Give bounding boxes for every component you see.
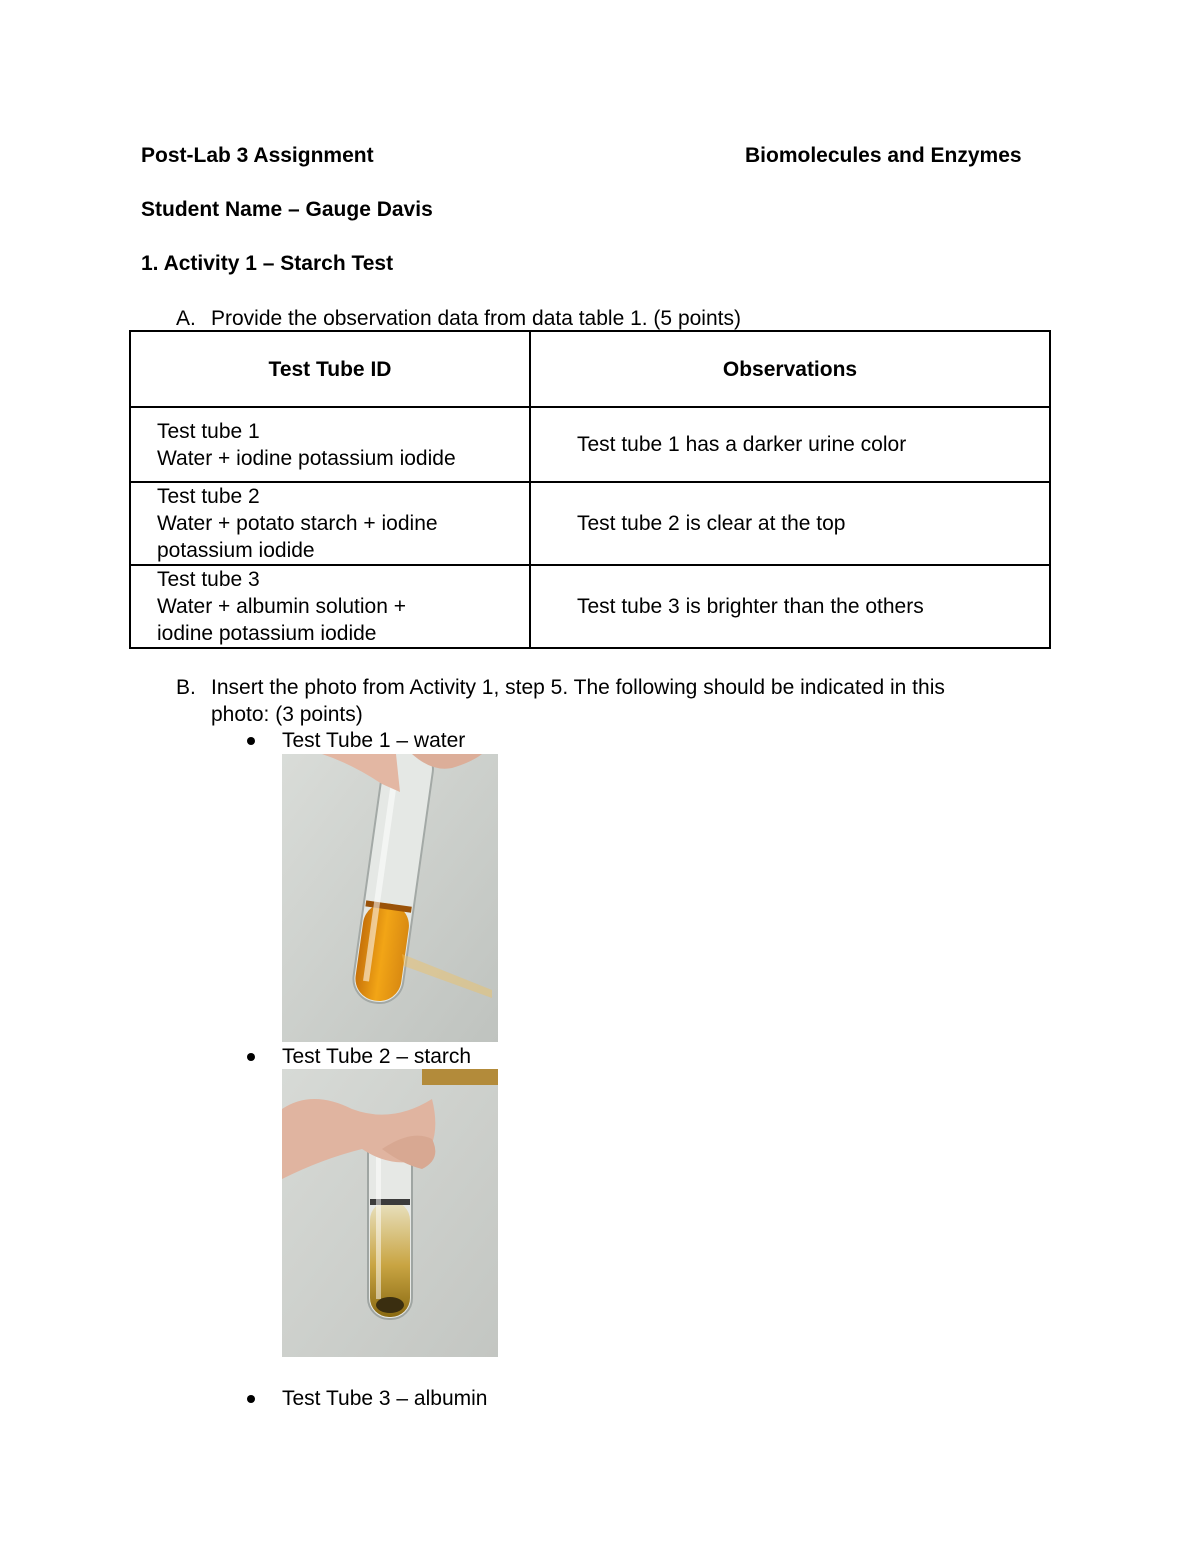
test-tube-1-illustration — [282, 754, 498, 1042]
table-header-row — [130, 331, 1050, 407]
observation-cell: Test tube 2 is clear at the top — [530, 482, 1050, 565]
observation-cell: Test tube 3 is brighter than the others — [530, 565, 1050, 648]
part-b-label: B. — [176, 676, 196, 699]
part-a-label: A. — [176, 307, 196, 330]
table-row — [130, 407, 1050, 482]
cell-line: iodine potassium iodide — [157, 622, 377, 645]
table-row — [130, 482, 1050, 565]
section-title: 1. Activity 1 – Starch Test — [141, 252, 394, 275]
bullet-icon — [247, 1395, 255, 1403]
cell-line: potassium iodide — [157, 539, 315, 562]
bullet-item-test-tube-2: Test Tube 2 – starch — [282, 1045, 472, 1068]
test-tube-id-cell — [130, 407, 530, 482]
cell-line: Test tube 1 — [157, 419, 260, 443]
assignment-title: Post-Lab 3 Assignment — [141, 144, 374, 167]
column-header-observations: Observations — [530, 331, 1050, 407]
test-tube-2-illustration — [282, 1069, 498, 1357]
table-row — [130, 565, 1050, 648]
cell-line: Test tube 2 — [157, 485, 260, 508]
bullet-item-test-tube-3: Test Tube 3 – albumin — [282, 1387, 488, 1410]
student-name: Student Name – Gauge Davis — [141, 198, 433, 221]
bullet-icon — [247, 1053, 255, 1061]
cell-line: Water + albumin solution + — [157, 595, 407, 618]
part-a-text: Provide the observation data from data table 1. (5 points) — [211, 307, 741, 330]
cell-line: Water + potato starch + iodine — [157, 512, 438, 535]
part-b-text-line2: photo: (3 points) — [211, 703, 363, 726]
bullet-item-test-tube-1: Test Tube 1 – water — [282, 729, 466, 752]
test-tube-2-photo — [282, 1069, 498, 1357]
column-header-test-tube-id: Test Tube ID — [130, 331, 530, 407]
observation-cell: Test tube 1 has a darker urine color — [530, 407, 1050, 482]
test-tube-1-photo — [282, 754, 498, 1042]
test-tube-id-cell — [130, 565, 530, 648]
test-tube-id-cell — [130, 482, 530, 565]
bullet-icon — [247, 737, 255, 745]
course-topic: Biomolecules and Enzymes — [745, 144, 1022, 167]
part-b-text-line1: Insert the photo from Activity 1, step 5. The following should be indicated in this — [211, 676, 945, 699]
cell-line: Test tube 3 — [157, 568, 260, 591]
cell-line: Water + iodine potassium iodide — [157, 446, 456, 470]
observation-table — [129, 330, 1051, 649]
